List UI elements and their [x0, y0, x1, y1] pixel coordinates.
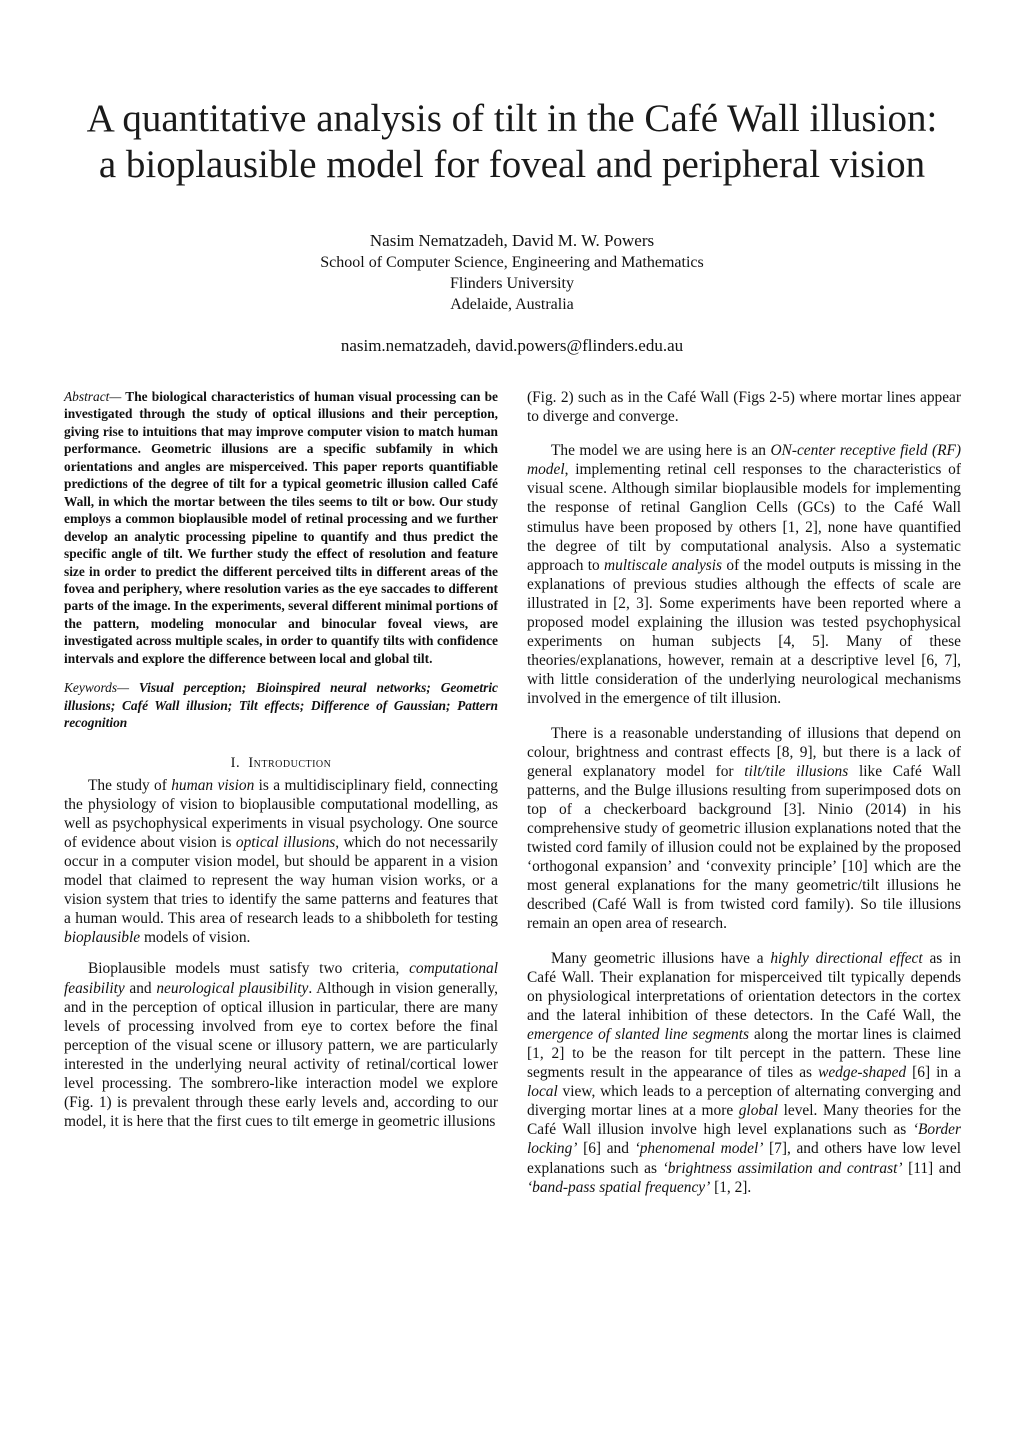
keywords: [64, 679, 498, 731]
intro-paragraph-2-continued: (Fig. 2) such as in the Café Wall (Figs 2-5) where mortar lines appear to diverge and converge.: [527, 389, 961, 426]
abstract-text: The biological characteristics of human visual processing can be investigated through the study of optical illusions and their perception, giving rise to intuitions that may improve computer vision to match human performance. Geometric illusions are a specific subfamily in which orientations and angles are misperceived. This paper reports quantifiable predictions of the degree of tilt for a typical geometric illusion called Café Wall, in which the mortar between the tiles seems to tilt or bow. Our study employs a common bioplausible model of retinal processing and we further develop an analytic processing pipeline to quantify and thus predict the specific angle of tilt. We further study the effect of resolution and feature size in order to predict the different perceived tilts in different areas of the fovea and periphery, where resolution varies as the eye saccades to different parts of the image. In the experiments, several different minimal portions of the pattern, modeling monocular and binocular foveal views, are investigated across multiple scales, in order to quantify tilts with confidence intervals and explore the difference between local and global tilt.: [64, 389, 498, 666]
intro-paragraph-1: The study of human vision is a multidisciplinary field, connecting the physiology of vision to bioplausible computational modelling, as well as psychophysical experiments in visual psychology. One source of evidence about vision is optical illusions, which do not necessarily occur in a computer vision model, but should be apparent in a vision model that claimed to represent the way human vision works, or a vision system that tries to identify the same patterns and features that a human would. This area of research leads to a shibboleth for testing bioplausible models of vision.: [64, 776, 498, 947]
paper-title: [40, 96, 984, 188]
intro-paragraph-4: There is a reasonable understanding of illusions that depend on colour, brightness and contrast effects [8, 9], but there is a lack of general explanatory model for tilt/tile illusions like Café Wall patterns, and the Bulge illusions resulting from superimposed dots on top of a checkerboard background [3]. Ninio (2014) in his comprehensive study of geometric illusion explanations noted that the twisted cord family of illusion could not be explained by the proposed ‘orthogonal expansion’ and ‘convexity principle’ [10] which are the most general explanations for the many geometric/tilt illusions he described (Café Wall is from twisted cord family). So tile illusions remain an open area of research.: [527, 724, 961, 933]
title-line-2: a bioplausible model for foveal and peripheral vision: [98, 143, 926, 186]
intro-paragraph-5: Many geometric illusions have a highly directional effect as in Café Wall. Their explanation for misperceived tilt typically depends on physiological interpretations of orientation detectors in the cortex and the lateral inhibition of these detectors. In the Café Wall, the emergence of slanted line segments along the mortar lines is claimed [1, 2] to be the reason for tilt percept in the pattern. These line segments result in the appearance of tiles as wedge-shaped [6] in a local view, which leads to a perception of alternating converging and diverging mortar lines at a more global level. Many theories for the Café Wall illusion involve high level explanations such as ‘Border locking’ [6] and ‘phenomenal model’ [7], and others have low level explanations such as ‘brightness assimilation and contrast’ [11] and ‘band-pass spatial frequency’ [1, 2].: [527, 949, 962, 1196]
intro-paragraph-3: The model we are using here is an ON-center receptive field (RF) model, implementing retinal cell responses to the characteristics of visual scene. Although similar bioplausible models for implementing the response of retinal Ganglion Cells (GCs) to the Café Wall stimulus have been proposed by others [1, 2], none have quantified the degree of tilt by computational analysis. Also a systematic approach to multiscale analysis of the model outputs is missing in the explanations of previous studies although the effects of scale are illustrated in [2, 3]. Some experiments have been reported where a proposed model explaining the illusion was tested psychophysical experiments on human subjects [4, 5]. Many of these theories/explanations, however, remain at a descriptive level [6, 7], with little consideration of the underlying neurological mechanisms involved in the emergence of tilt illusion.: [527, 442, 962, 708]
left-column: [64, 388, 498, 1143]
affiliation-school: School of Computer Science, Engineering and Mathematics: [320, 254, 704, 271]
right-column: [527, 388, 961, 1212]
author-names: Nasim Nematzadeh, David M. W. Powers: [369, 231, 655, 250]
section-title: Introduction: [248, 754, 332, 771]
abstract-label: Abstract—: [64, 389, 122, 404]
author-block: [160, 230, 864, 356]
section-heading-introduction: [64, 754, 498, 772]
abstract: [64, 388, 498, 667]
affiliation-location: Adelaide, Australia: [450, 296, 574, 313]
section-number: I.: [230, 754, 241, 771]
author-email: nasim.nematzadeh, david.powers@flinders.edu.au: [340, 336, 684, 355]
keywords-text: Visual perception; Bioinspired neural networks; Geometric illusions; Café Wall illusion; Tilt effects; Difference of Gaussian; Pattern recognition: [64, 680, 498, 731]
title-line-1: A quantitative analysis of tilt in the Café Wall illusion:: [86, 97, 938, 140]
affiliation-university: Flinders University: [450, 275, 574, 292]
intro-paragraph-2: Bioplausible models must satisfy two criteria, computational feasibility and neurological plausibility. Although in vision generally, and in the perception of optical illusion in particular, there are many levels of processing involved from eye to cortex before the final perception of the visual scene or illusory pattern, we are particularly interested in the underlying neural activity of retinal/cortical lower level processing. The sombrero-like interaction model we explore (Fig. 1) is prevalent through these early levels and, according to our model, it is here that the first cues to tilt emerge in geometric illusions: [64, 960, 499, 1131]
keywords-label: Keywords—: [64, 680, 129, 696]
